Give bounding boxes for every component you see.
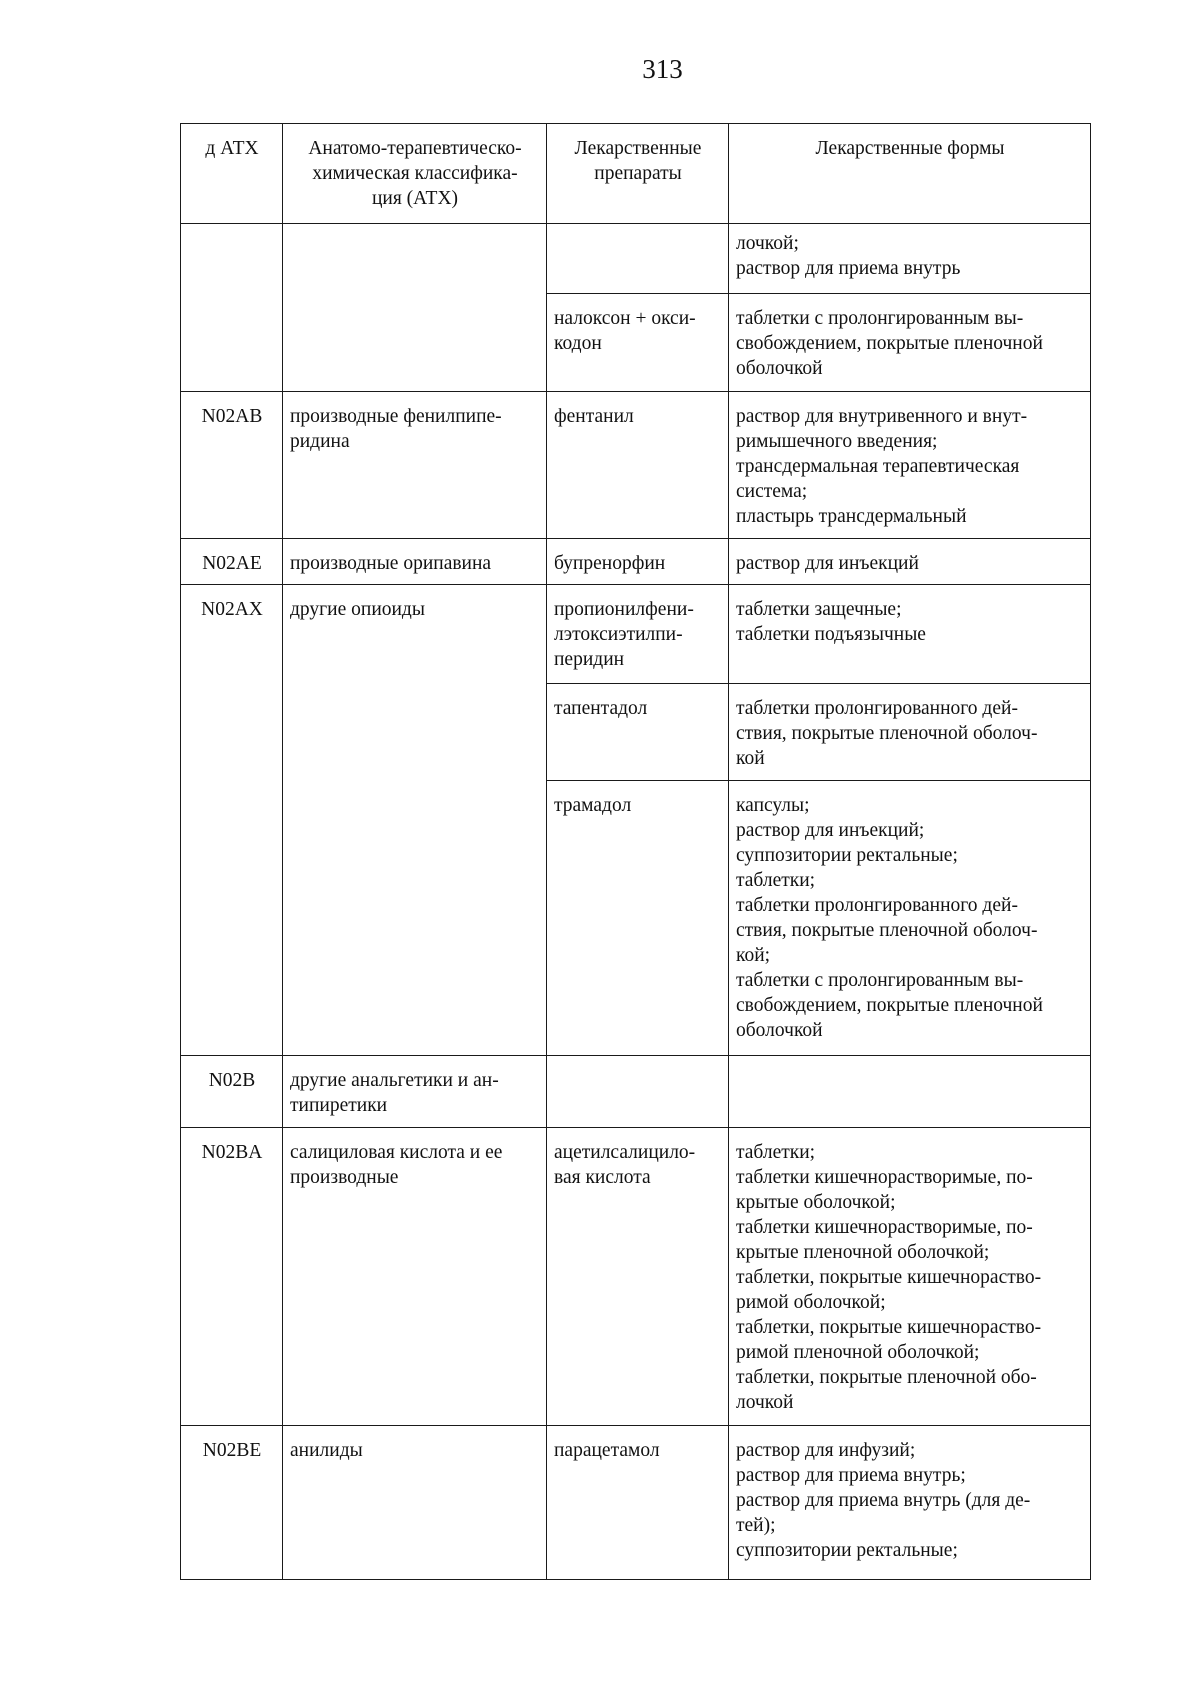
text-line: пластырь трансдермальный <box>736 505 967 527</box>
atx-code-cell <box>181 224 283 392</box>
text-line: вая кислота <box>554 1167 651 1189</box>
header-atx-classification <box>283 124 547 224</box>
text-line: таблетки, покрытые кишечнораство- <box>736 1267 1042 1289</box>
dosage-forms-cell <box>729 539 1091 585</box>
text-line: таблетки пролонгированного дей- <box>736 697 1018 719</box>
atx-classification-cell <box>283 391 547 539</box>
table-row <box>181 539 1091 585</box>
text-line: трансдермальная терапевтическая <box>736 455 1020 477</box>
drug-name-cell <box>547 1128 729 1426</box>
text-line: оболочкой <box>736 1019 823 1041</box>
text-line: кой <box>736 747 765 769</box>
table-header-row <box>181 124 1091 224</box>
atx-classification-cell <box>283 1426 547 1580</box>
page-number: 313 <box>642 54 683 84</box>
text-line: римой оболочкой; <box>736 1292 886 1314</box>
text-line: раствор для инъекций; <box>736 819 925 841</box>
dosage-forms-cell <box>729 391 1091 539</box>
table-row <box>181 1128 1091 1426</box>
text-line: кодон <box>554 333 602 355</box>
table-row <box>181 1055 1091 1127</box>
dosage-forms-cell <box>729 294 1091 391</box>
text-line: производные <box>290 1167 399 1189</box>
text-line: раствор для приема внутрь <box>736 258 961 279</box>
text-line: кой; <box>736 944 771 966</box>
text-line: таблетки пролонгированного дей- <box>736 894 1018 916</box>
text-line: другие опиоиды <box>290 599 425 621</box>
dosage-forms-cell <box>729 780 1091 1055</box>
text-line: суппозитории ректальные; <box>736 844 958 866</box>
text-line: римой пленочной оболочкой; <box>736 1342 980 1364</box>
text-line: другие анальгетики и ан- <box>290 1069 499 1091</box>
text-line: таблетки, покрытые кишечнораство- <box>736 1317 1042 1339</box>
drug-name-cell <box>547 294 729 391</box>
dosage-forms-cell <box>729 1055 1091 1127</box>
text-line: раствор для внутривенного и внут- <box>736 405 1028 427</box>
text-line: таблетки; <box>736 1142 816 1164</box>
text-line: римышечного введения; <box>736 430 938 452</box>
atx-code-cell: N02BE <box>181 1426 283 1580</box>
text-line: раствор для приема внутрь (для де- <box>736 1490 1031 1512</box>
text-line: таблетки с пролонгированным вы- <box>736 308 1024 330</box>
text-line: капсулы; <box>736 794 810 816</box>
table-row <box>181 224 1091 294</box>
text-line: раствор для приема внутрь; <box>736 1465 966 1487</box>
dosage-forms-cell <box>729 1426 1091 1580</box>
atx-classification-table <box>180 123 1091 1580</box>
table-row <box>181 391 1091 539</box>
text-line: химическая классифика- <box>312 163 518 184</box>
text-line: лочкой <box>736 1392 794 1414</box>
text-line: тапентадол <box>554 697 648 719</box>
text-line: ацетилсалицило- <box>554 1142 696 1164</box>
atx-classification-cell <box>283 539 547 585</box>
drug-name-cell <box>547 1055 729 1127</box>
text-line: перидин <box>554 649 625 671</box>
text-line: ствия, покрытые пленочной оболоч- <box>736 722 1038 744</box>
drug-name-cell <box>547 391 729 539</box>
dosage-forms-cell <box>729 1128 1091 1426</box>
text-line: свобождением, покрытые пленочной <box>736 994 1043 1016</box>
text-line: крытые пленочной оболочкой; <box>736 1242 990 1264</box>
atx-classification-cell <box>283 1128 547 1426</box>
header-dosage-forms <box>729 124 1091 224</box>
text-line: препараты <box>594 163 682 184</box>
table-row <box>181 585 1091 683</box>
atx-classification-cell <box>283 585 547 1056</box>
text-line: оболочкой <box>736 358 823 380</box>
drug-name-cell <box>547 585 729 683</box>
text-line: бупренорфин <box>554 553 666 575</box>
text-line: таблетки защечные; <box>736 599 902 621</box>
text-line: д АТХ <box>205 138 259 159</box>
atx-code-cell: N02B <box>181 1055 283 1127</box>
atx-code-cell: N02BA <box>181 1128 283 1426</box>
atx-code-cell: N02AE <box>181 539 283 585</box>
text-line: Анатомо-терапевтическо- <box>308 138 522 159</box>
text-line: суппозитории ректальные; <box>736 1540 958 1562</box>
drug-name-cell <box>547 1426 729 1580</box>
atx-classification-cell <box>283 224 547 392</box>
text-line: производные орипавина <box>290 553 492 575</box>
text-line: тей); <box>736 1515 776 1537</box>
text-line: свобождением, покрытые пленочной <box>736 333 1043 355</box>
text-line: таблетки с пролонгированным вы- <box>736 969 1024 991</box>
text-line: ция (АТХ) <box>371 188 459 209</box>
atx-classification-cell <box>283 1055 547 1127</box>
text-line: таблетки, покрытые пленочной обо- <box>736 1367 1037 1389</box>
drug-name-cell <box>547 683 729 780</box>
text-line: пропионилфени- <box>554 599 694 621</box>
text-line: лочкой; <box>736 233 799 254</box>
text-line: таблетки подъязычные <box>736 624 926 646</box>
drug-name-cell <box>547 224 729 294</box>
text-line: налоксон + окси- <box>554 308 696 330</box>
text-line: таблетки; <box>736 869 816 891</box>
text-line: таблетки кишечнорастворимые, по- <box>736 1217 1033 1239</box>
text-line: типиретики <box>290 1094 388 1116</box>
atx-code-cell: N02AX <box>181 585 283 1056</box>
text-line: система; <box>736 480 808 502</box>
table-row <box>181 1426 1091 1580</box>
text-line: производные фенилпипе- <box>290 405 502 427</box>
text-line: Лекарственные <box>574 138 702 159</box>
text-line: лэтоксиэтилпи- <box>554 624 683 646</box>
drug-name-cell <box>547 780 729 1055</box>
text-line: салициловая кислота и ее <box>290 1142 503 1164</box>
text-line: парацетамол <box>554 1440 660 1462</box>
dosage-forms-cell <box>729 683 1091 780</box>
text-line: анилиды <box>290 1440 363 1462</box>
atx-code-cell: N02AB <box>181 391 283 539</box>
dosage-forms-cell <box>729 585 1091 683</box>
text-line: фентанил <box>554 405 634 427</box>
text-line: раствор для инфузий; <box>736 1440 916 1462</box>
header-atx-code <box>181 124 283 224</box>
drug-name-cell <box>547 539 729 585</box>
dosage-forms-cell <box>729 224 1091 294</box>
text-line: ствия, покрытые пленочной оболоч- <box>736 919 1038 941</box>
text-line: трамадол <box>554 794 632 816</box>
text-line: раствор для инъекций <box>736 553 919 575</box>
text-line: таблетки кишечнорастворимые, по- <box>736 1167 1033 1189</box>
text-line: ридина <box>290 430 350 452</box>
text-line: Лекарственные формы <box>815 138 1005 159</box>
text-line: крытые оболочкой; <box>736 1192 896 1214</box>
header-drugs <box>547 124 729 224</box>
